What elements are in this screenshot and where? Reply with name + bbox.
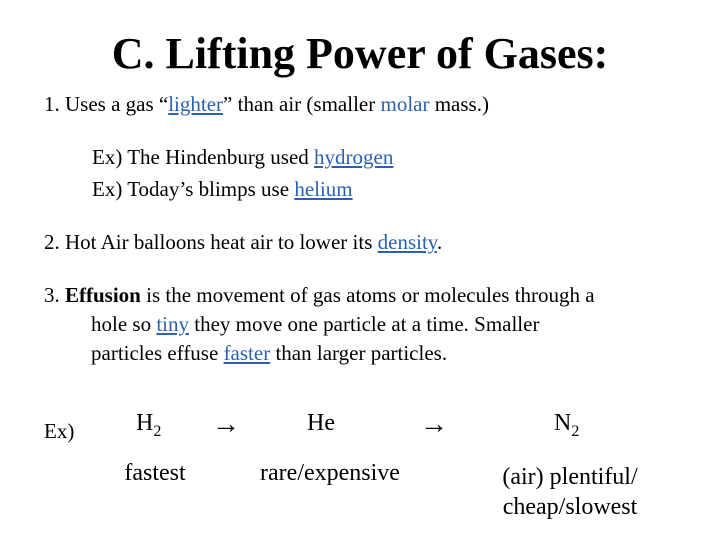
hydrogen-subscript: 2 xyxy=(153,423,162,440)
item-1 xyxy=(44,90,489,118)
nitrogen-symbol: N xyxy=(554,410,572,436)
hydrogen-symbol: H xyxy=(136,410,154,436)
arrow-2: → xyxy=(420,409,448,440)
nitrogen-formula xyxy=(554,408,579,438)
lighter-keyword: lighter xyxy=(168,92,224,116)
nitrogen-description-line-2: cheap/slowest xyxy=(502,494,638,520)
hydrogen-description: fastest xyxy=(124,460,186,486)
item-1-text-mid: ” than air (smaller xyxy=(223,92,381,116)
effusion-term: Effusion xyxy=(65,283,141,307)
item-3-text-2: hole so xyxy=(91,312,157,336)
density-keyword: density xyxy=(377,230,437,254)
item-3-text-3: they move one particle at a time. Smaller xyxy=(189,312,540,336)
example-blimps xyxy=(92,175,353,203)
helium-keyword: helium xyxy=(294,177,353,201)
molar-keyword: molar xyxy=(380,92,430,116)
item-1-text: 1. Uses a gas “ xyxy=(44,92,169,116)
helium-description: rare/expensive xyxy=(260,460,400,486)
faster-keyword: faster xyxy=(223,341,271,365)
example-hindenburg xyxy=(92,143,393,171)
hydrogen-keyword: hydrogen xyxy=(314,145,394,169)
helium-symbol: He xyxy=(307,410,335,436)
item-3-line-3 xyxy=(91,339,447,367)
nitrogen-subscript: 2 xyxy=(571,423,580,440)
tiny-keyword: tiny xyxy=(156,312,189,336)
slide-title: C. Lifting Power of Gases: xyxy=(111,29,609,78)
item-3-line-1 xyxy=(44,281,595,309)
item-2 xyxy=(44,228,442,256)
example-hindenburg-text: Ex) The Hindenburg used xyxy=(92,145,315,169)
item-3-number: 3. xyxy=(44,283,65,307)
item-3-line-2 xyxy=(91,310,539,338)
example-blimps-text: Ex) Today’s blimps use xyxy=(92,177,295,201)
hydrogen-formula xyxy=(136,408,161,438)
item-3-text-1: is the movement of gas atoms or molecules through a xyxy=(140,283,595,307)
item-2-period: . xyxy=(436,230,443,254)
item-3-text-5: than larger particles. xyxy=(270,341,448,365)
arrow-1: → xyxy=(212,409,240,440)
nitrogen-description xyxy=(470,462,670,522)
item-2-text: 2. Hot Air balloons heat air to lower its xyxy=(44,230,378,254)
item-3-text-4: particles effuse xyxy=(91,341,224,365)
item-1-text-end: mass.) xyxy=(429,92,489,116)
nitrogen-description-line-1: (air) plentiful/ xyxy=(502,464,638,490)
example-label: Ex) xyxy=(44,419,75,443)
